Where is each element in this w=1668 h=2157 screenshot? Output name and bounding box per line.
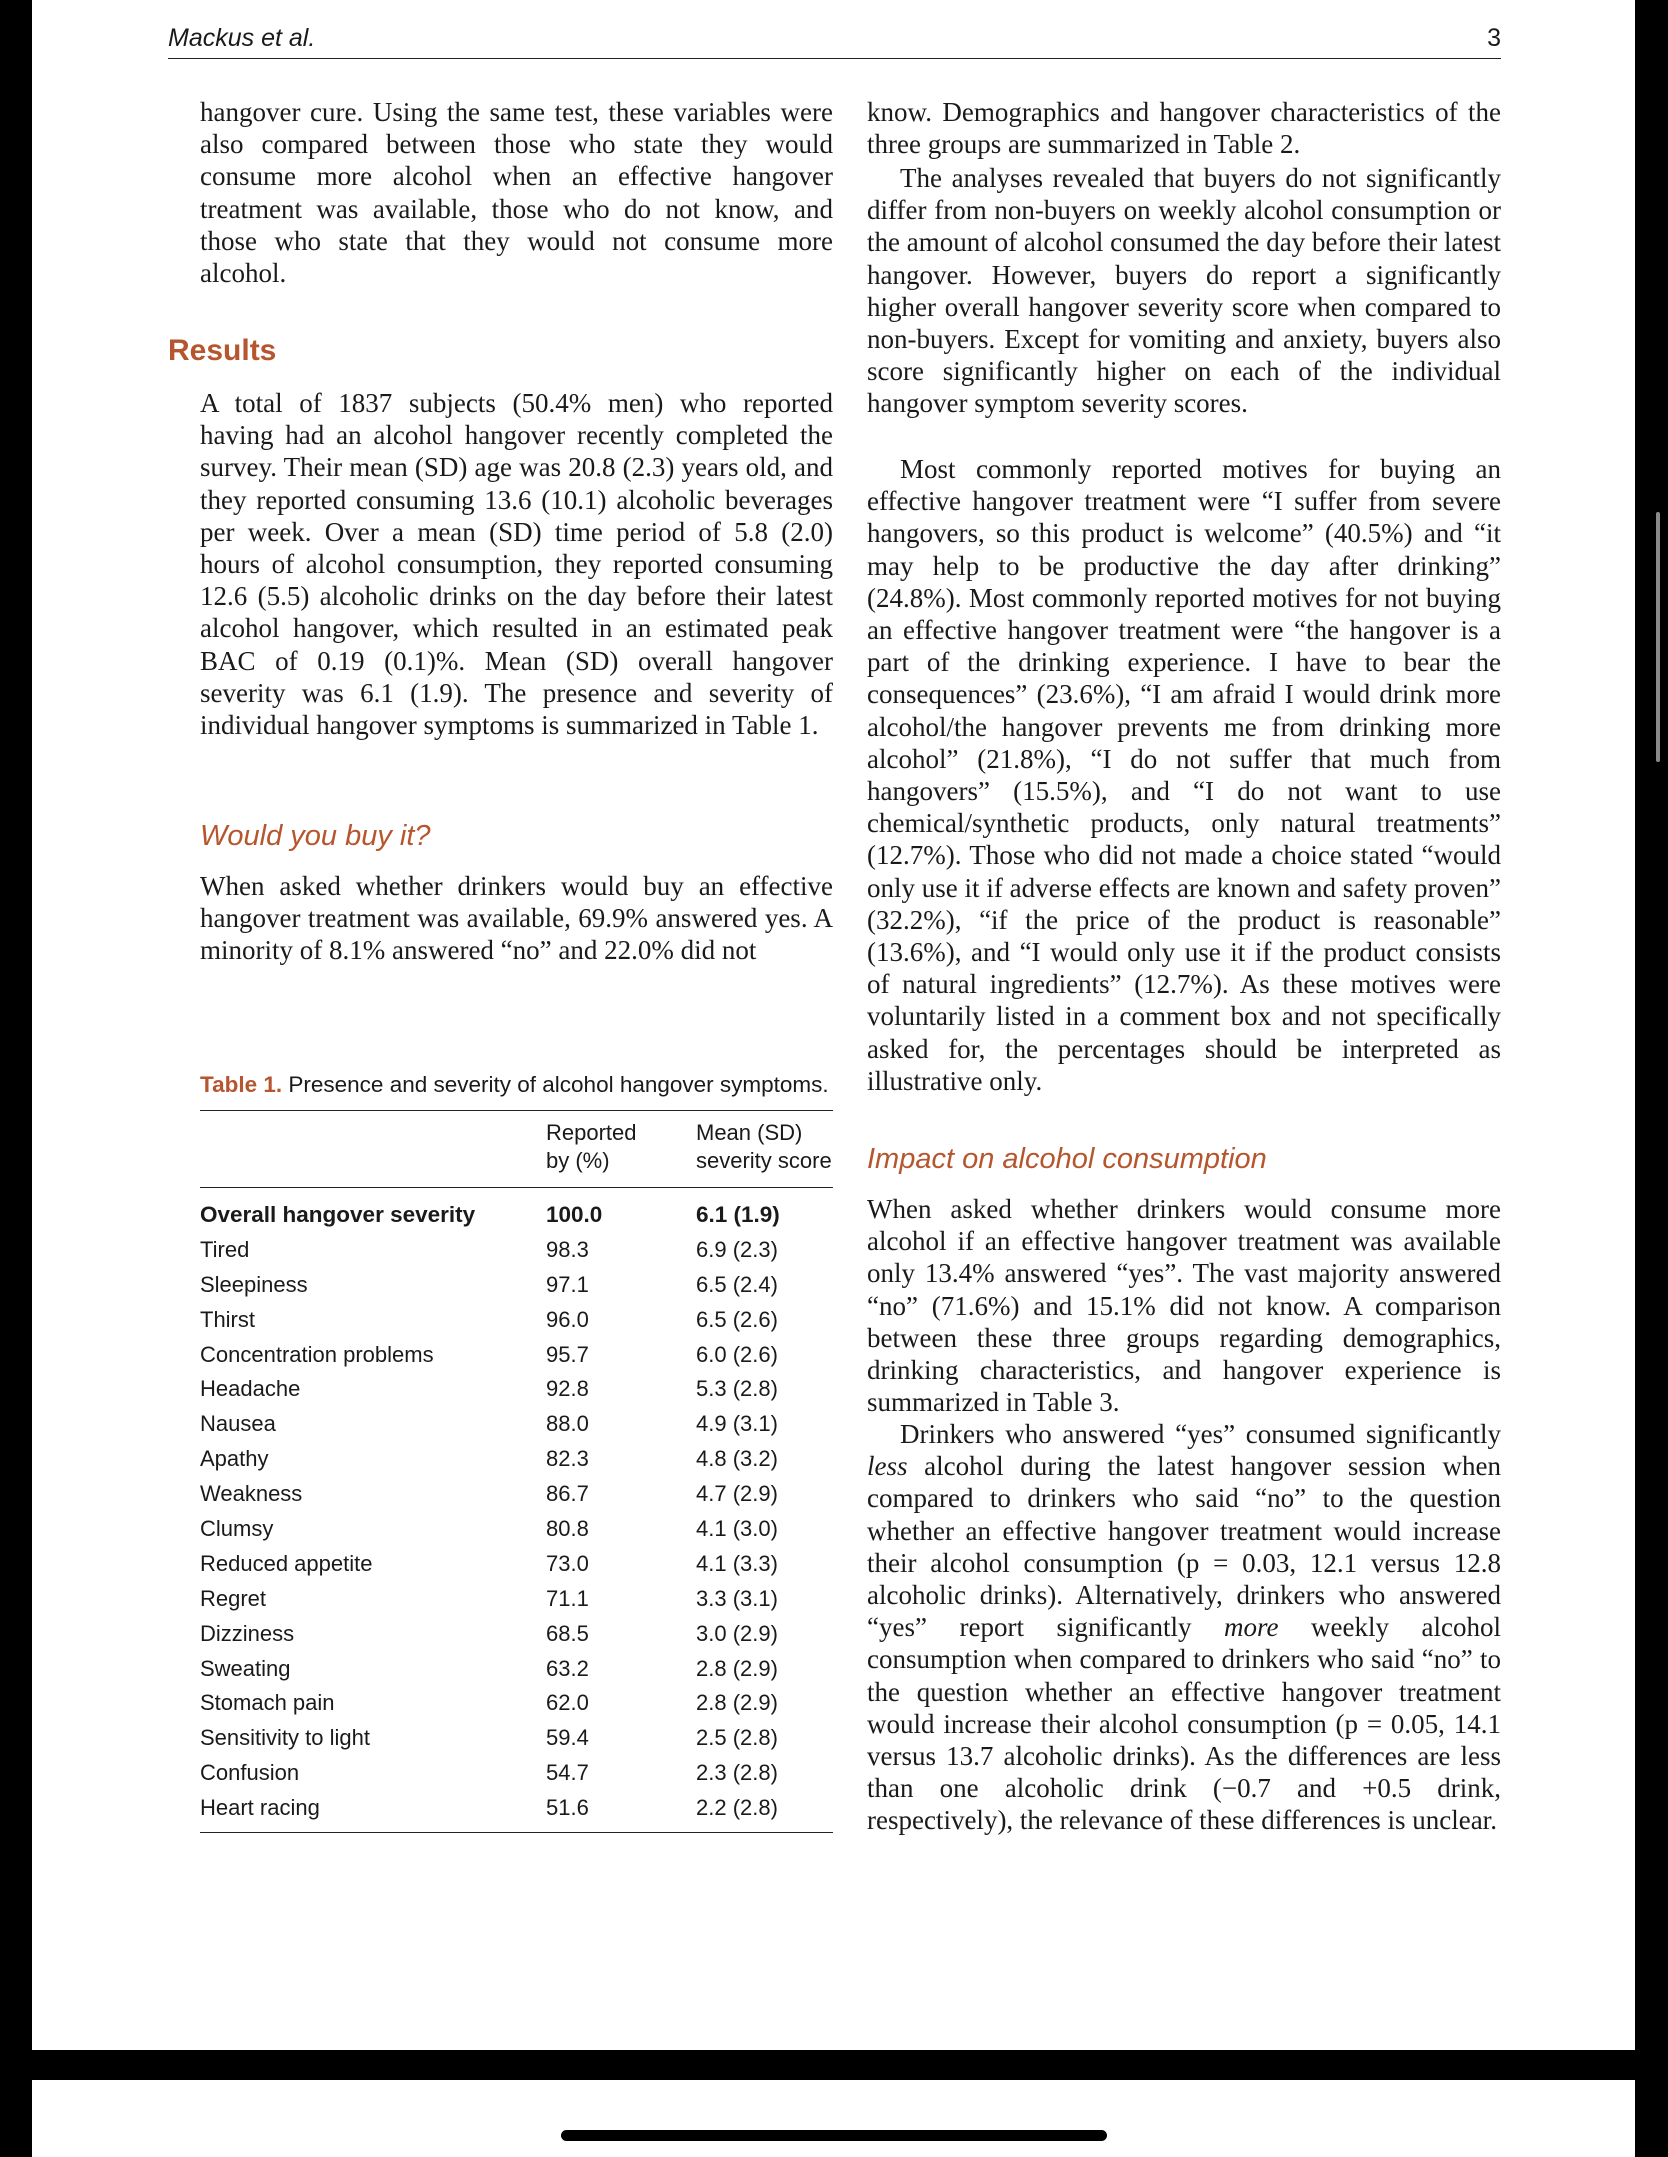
table-caption-text: Presence and severity of alcohol hangover symptoms. [288,1072,829,1097]
col-reported-header: Reported by (%) [546,1120,637,1173]
reported-pct-cell: 97.1 [546,1271,589,1297]
bottom-bar [32,2080,1635,2157]
table-label: Table 1. [200,1072,283,1097]
table-caption [200,1072,870,1098]
reported-pct-cell: 96.0 [546,1306,589,1332]
reported-pct-cell: 59.4 [546,1725,589,1751]
severity-score-cell: 6.5 (2.4) [696,1271,778,1297]
home-indicator[interactable] [561,2130,1107,2141]
severity-score-cell: 3.3 (3.1) [696,1585,778,1611]
symptom-cell: Apathy [200,1446,269,1472]
table-row [200,1686,833,1721]
right-paragraph-1: know. Demographics and hangover characteristics of the three groups are summarized in Table 2. [867,97,1501,160]
hangover-symptoms-table [200,1110,833,1833]
reported-pct-cell: 86.7 [546,1481,589,1507]
reported-pct-cell: 51.6 [546,1795,589,1821]
symptom-cell: Weakness [200,1481,303,1507]
severity-score-cell: 2.8 (2.9) [696,1690,778,1716]
table-row [200,1756,833,1791]
reported-pct-cell: 98.3 [546,1236,589,1262]
symptom-cell: Nausea [200,1411,276,1437]
reported-pct-cell: 92.8 [546,1376,589,1402]
reported-pct-cell: 54.7 [546,1760,589,1786]
severity-score-cell: 6.5 (2.6) [696,1306,778,1332]
results-heading: Results [168,334,277,367]
impact-heading: Impact on alcohol consumption [867,1143,1267,1175]
symptom-cell: Sensitivity to light [200,1725,370,1751]
table-row [200,1268,833,1303]
table-row [200,1547,833,1582]
reported-pct-cell: 82.3 [546,1446,589,1472]
reported-pct-cell: 63.2 [546,1655,589,1681]
severity-score-cell: 4.7 (2.9) [696,1481,778,1507]
table-row [200,1338,833,1373]
table-header [200,1111,833,1188]
severity-score-cell: 2.3 (2.8) [696,1760,778,1786]
col-severity-header: Mean (SD) severity score [696,1120,832,1173]
reported-pct-cell: 100.0 [546,1202,603,1227]
table-row [200,1721,833,1756]
results-paragraph: A total of 1837 subjects (50.4% men) who reported having had an alcohol hangover recently completed the survey. Their mean (SD) age was 20.8 (2.3) years old, and they reported consuming 13.6 (10.1) alcoholic beverages per week. Over a mean (SD) time period of 5.8 (2.0) hours of alcohol consumption, they reported consuming 12.6 (5.5) alcoholic drinks on the day before their latest alcohol hangover, which resulted in an estimated peak BAC of 0.19 (0.1)%. Mean (SD) overall hangover severity was 6.1 (1.9). The presence and severity of individual hangover symptoms is summarized in Table 1. [200,388,833,741]
symptom-cell: Thirst [200,1306,255,1332]
table-row [200,1303,833,1338]
symptom-cell: Concentration problems [200,1341,434,1367]
symptom-cell: Confusion [200,1760,300,1786]
right-paragraph-2: The analyses revealed that buyers do not significantly differ from non-buyers on weekly alcohol consumption or the amount of alcohol consumed the day before their latest hangover. However, buyers do report a significantly higher overall hangover severity score when compared to non-buyers. Except for vomiting and anxiety, buyers also score significantly higher on each of the individual hangover symptom severity scores. [867,163,1501,419]
severity-score-cell: 6.9 (2.3) [696,1236,778,1262]
severity-score-cell: 4.1 (3.0) [696,1516,778,1542]
severity-score-cell: 2.5 (2.8) [696,1725,778,1751]
table-row [200,1407,833,1442]
page-number: 3 [1487,24,1501,52]
symptom-cell: Overall hangover severity [200,1202,476,1227]
table-row [200,1791,833,1826]
symptom-cell: Sweating [200,1655,291,1681]
scrollbar[interactable] [1656,512,1660,762]
right-paragraph-3: Most commonly reported motives for buying an effective hangover treatment were “I suffer from severe hangovers, so this product is welcome” (40.5%) and “it may help to be productive the day after drinking” (24.8%). Most commonly reported motives for not buying an effective hangover treatment were “the hangover is a part of the drinking experience. I have to bear the consequences” (23.6%), “I am afraid I would drink more alcohol/the hangover prevents me from drinking more alcohol” (21.8%), “I do not suffer that much from hangovers” (15.5%), and “I do not want to use chemical/synthetic products, only natural treatments” (12.7%). Those who did not made a choice stated “would only use it if adverse effects are known and safety proven” (32.2%), “if the price of the product is reasonable” (13.6%), and “I would only use it if the product consists of natural ingredients” (12.7%). As these motives were voluntarily listed in a comment box and not specifically asked for, the percentages should be interpreted as illustrative only. [867,454,1501,1096]
symptom-cell: Clumsy [200,1516,274,1542]
would-you-buy-heading: Would you buy it? [200,820,431,852]
table-row [200,1442,833,1477]
symptom-cell: Sleepiness [200,1271,308,1297]
symptom-cell: Tired [200,1236,250,1262]
severity-score-cell: 5.3 (2.8) [696,1376,778,1402]
severity-score-cell: 6.1 (1.9) [696,1202,780,1227]
left-intro-paragraph: hangover cure. Using the same test, these variables were also compared between those who state they would consume more alcohol when an effective hangover treatment was available, those who do not know, and those who state that they would not consume more alcohol. [200,97,833,289]
severity-score-cell: 4.1 (3.3) [696,1550,778,1576]
table-row [200,1477,833,1512]
reported-pct-cell: 68.5 [546,1620,589,1646]
symptom-cell: Dizziness [200,1620,295,1646]
table-row [200,1617,833,1652]
reported-pct-cell: 88.0 [546,1411,589,1437]
symptom-cell: Regret [200,1585,267,1611]
reported-pct-cell: 71.1 [546,1585,589,1611]
reported-pct-cell: 62.0 [546,1690,589,1716]
severity-score-cell: 6.0 (2.6) [696,1341,778,1367]
table-row [200,1372,833,1407]
buy-paragraph: When asked whether drinkers would buy an effective hangover treatment was available, 69.9% answered yes. A minority of 8.1% answered “no” and 22.0% did not [200,871,833,966]
severity-score-cell: 3.0 (2.9) [696,1620,778,1646]
symptom-cell: Reduced appetite [200,1550,373,1576]
symptom-cell: Stomach pain [200,1690,335,1716]
impact-paragraph-1: When asked whether drinkers would consume more alcohol if an effective hangover treatment was available only 13.4% answered “yes”. The vast majority answered “no” (71.6%) and 15.1% did not know. A comparison between these three groups regarding demographics, drinking characteristics, and hangover experience is summarized in Table 3. [867,1194,1501,1418]
severity-score-cell: 4.9 (3.1) [696,1411,778,1437]
table-body [200,1188,833,1832]
page-header [168,22,1501,59]
table-row [200,1582,833,1617]
impact-paragraph-2: Drinkers who answered “yes” consumed significantly less alcohol during the latest hangover session when compared to drinkers who said “no” to the question whether an effective hangover treatment would increase their alcohol consumption (p = 0.03, 12.1 versus 12.8 alcoholic drinks). Alternatively, drinkers who answered “yes” report significantly more weekly alcohol consumption when compared to drinkers who said “no” to the question whether an effective hangover treatment would increase their alcohol consumption (p = 0.05, 14.1 versus 13.7 alcoholic drinks). As the differences are less than one alcoholic drink (−0.7 and +0.5 drink, respectively), the relevance of these differences is unclear. [867,1419,1501,1836]
running-head-author: Mackus et al. [168,24,316,52]
table-row [200,1652,833,1687]
severity-score-cell: 4.8 (3.2) [696,1446,778,1472]
symptom-cell: Heart racing [200,1795,320,1821]
reported-pct-cell: 80.8 [546,1516,589,1542]
reported-pct-cell: 95.7 [546,1341,589,1367]
table-row [200,1233,833,1268]
reported-pct-cell: 73.0 [546,1550,589,1576]
severity-score-cell: 2.2 (2.8) [696,1795,778,1821]
severity-score-cell: 2.8 (2.9) [696,1655,778,1681]
table-row [200,1198,833,1233]
table-row [200,1512,833,1547]
symptom-cell: Headache [200,1376,301,1402]
